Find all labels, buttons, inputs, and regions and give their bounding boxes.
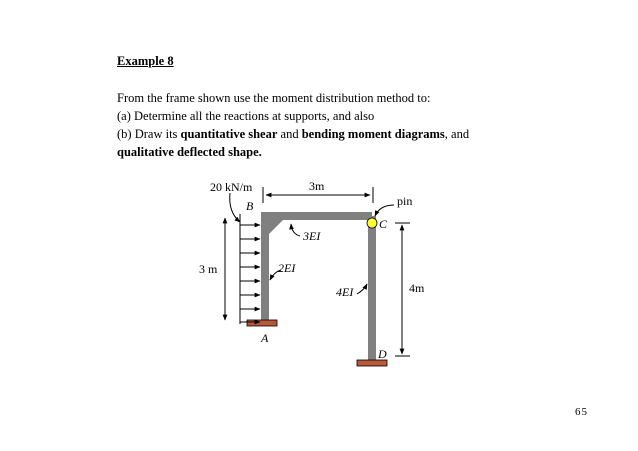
item-b-mid: and xyxy=(277,127,302,141)
page-number: 65 xyxy=(575,406,588,418)
item-b-bold-moment: bending moment diagrams xyxy=(301,127,445,141)
right-column-stiffness-leader xyxy=(357,284,367,294)
right-height-label: 4m xyxy=(409,281,425,295)
span-label: 3m xyxy=(309,179,325,193)
item-b-suffix: , and xyxy=(444,127,470,141)
beam-stiffness-leader xyxy=(291,224,300,236)
node-b-label: B xyxy=(246,199,254,213)
load-label-leader xyxy=(230,193,240,222)
load-label: 20 kN/m xyxy=(210,180,253,194)
item-b-prefix: (b) Draw its xyxy=(117,127,181,141)
node-a-label: A xyxy=(261,331,269,345)
example-title: Example 8 xyxy=(117,54,174,68)
item-b-bold-deflected: qualitative deflected shape. xyxy=(117,145,262,159)
right-column-stiffness-label: 4EI xyxy=(336,285,354,299)
item-a-line: (a) Determine all the reactions at supports, and also xyxy=(117,109,375,123)
corner-gusset xyxy=(269,220,283,234)
support-a xyxy=(247,320,277,326)
item-b-bold-shear: quantitative shear xyxy=(180,127,278,141)
pin-leader xyxy=(375,205,394,216)
pin-c xyxy=(367,218,377,228)
node-d-label: D xyxy=(378,347,387,361)
left-column-stiffness-label: 2EI xyxy=(278,261,296,275)
node-c-label: C xyxy=(379,217,388,231)
pin-label: pin xyxy=(397,194,413,208)
right-height-dimension xyxy=(395,223,410,356)
left-height-label: 3 m xyxy=(199,262,218,276)
intro-line: From the frame shown use the moment distribution method to: xyxy=(117,91,431,105)
distributed-load xyxy=(240,214,260,324)
beam-stiffness-label: 3EI xyxy=(303,229,321,243)
